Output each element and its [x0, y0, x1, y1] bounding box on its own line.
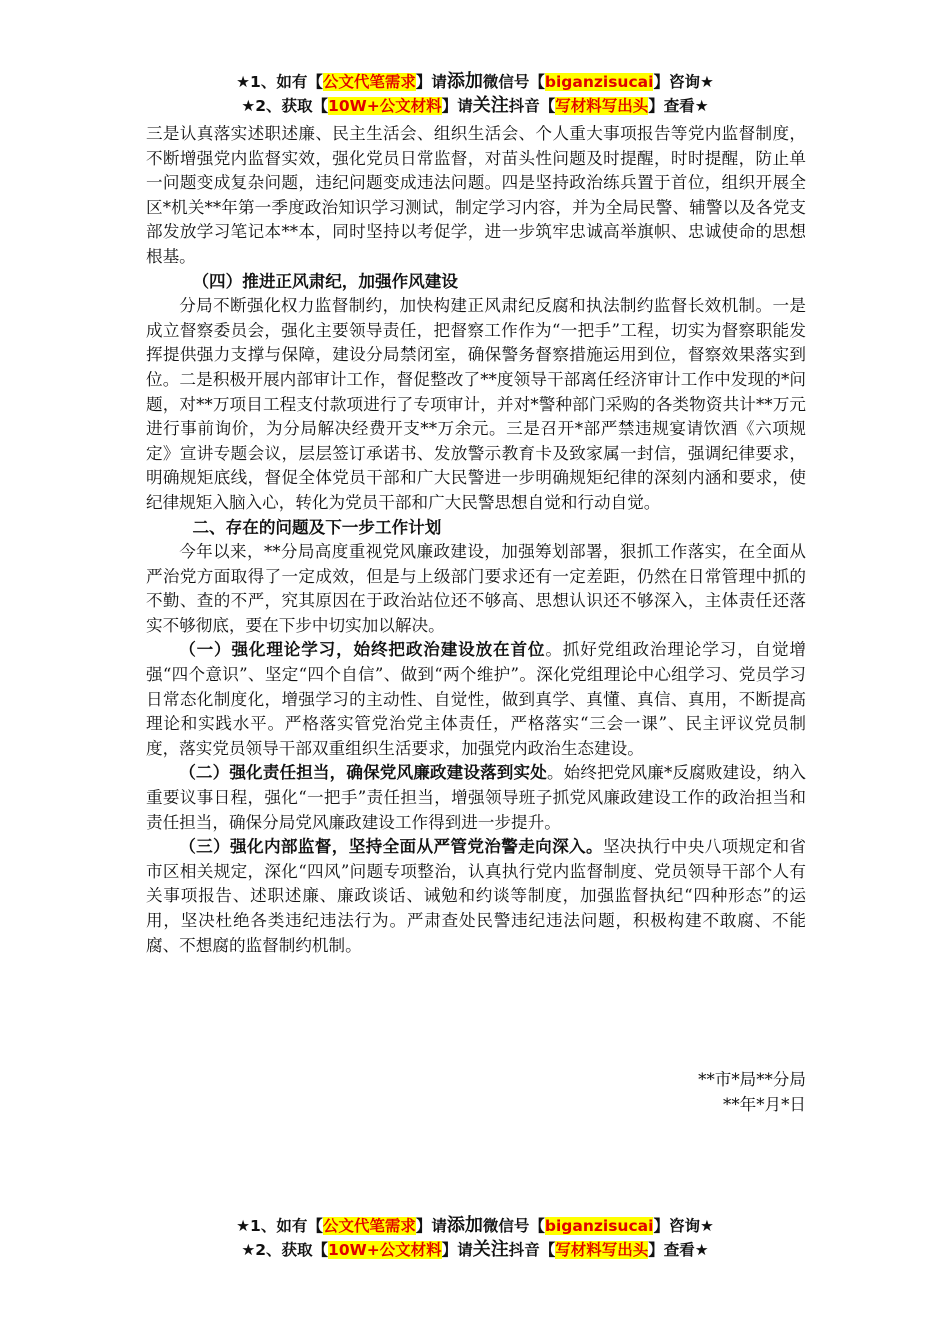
- bottom-banner: [0, 1214, 950, 1262]
- banner-text: 】请: [415, 1217, 447, 1235]
- paragraph-lead: （二）强化责任担当，确保党风廉政建设落到实处: [179, 763, 547, 783]
- banner-text: 】请: [441, 1241, 473, 1259]
- banner-highlight: biganzisucai: [544, 73, 654, 91]
- paragraph: 分局不断强化权力监督制约，加快构建正风肃纪反腐和执法制约监督长效机制。一是成立督察委员会，强化主要领导责任，把督察工作作为“一把手”工程，切实为督察职能发挥提供强力支撑与保障，建设分局禁闭室，确保警务督察措施运用到位，督察效果落实到位。二是积极开展内部审计工作，督促整改了**度领导干部离任经济审计工作中发现的*问题，对**万项目工程支付款项进行了专项审计，并对*警种部门采购的各类物资共计**万元进行事前询价，为分局解决经费开支**万余元。三是召开*部严禁违规宴请饮酒《六项规定》宣讲专题会议，层层签订承诺书、发放警示教育卡及致家属一封信，强调纪律要求，明确规矩底线，督促全体党员干部和广大民警进一步明确规矩纪律的深刻内涵和要求，使纪律规矩入脑入心，转化为党员干部和广大民警思想自觉和行动自觉。: [146, 296, 806, 512]
- banner-text: ★1、如有【: [236, 1217, 323, 1235]
- banner-text: 】请: [441, 97, 473, 115]
- paragraph-text: 坚决执行中央八项规定和省市区相关规定，深化“四风”问题专项整治，认真执行党内监督制度、党员领导干部个人有关事项报告、述职述廉、廉政谈话、诫勉和约谈等制度，加强监督执纪“四种形态”的运用，坚决杜绝各类违纪违法行为。严肃查处民警违纪违法问题，积极构建不敢腐、不能腐、不想腐的监督制约机制。: [146, 837, 807, 955]
- banner-text: 】查看★: [648, 97, 709, 115]
- paragraph-text: 。始终把党风廉*反腐败建设，纳入重要议事日程，强化“一把手”责任担当，增强领导班子抓党风廉政建设工作的政治担当和责任担当，确保分局党风廉政建设工作得到进一步提升。: [146, 763, 806, 832]
- banner-emphasis: 关注: [472, 1239, 509, 1260]
- paragraph: [146, 835, 806, 958]
- signature-date: **年*月*日: [723, 1095, 806, 1114]
- paragraph-lead: （一）强化理论学习，始终把政治建设放在首位: [179, 640, 546, 660]
- banner-highlight: 公文代笔需求: [322, 73, 416, 91]
- banner-text: 抖音【: [508, 1241, 556, 1259]
- document-body: [146, 122, 806, 958]
- banner-highlight: biganzisucai: [544, 1217, 654, 1235]
- banner-text: 微信号【: [482, 73, 545, 91]
- paragraph: 今年以来，**分局高度重视党风廉政建设，加强筹划部署，狠抓工作落实，在全面从严治党方面取得了一定成效，但是与上级部门要求还有一定差距，仍然在日常管理中抓的不勤、查的不严，究其原因在于政治站位还不够高、思想认识还不够深入，主体责任还落实不够彻底，要在下步中切实加以解决。: [146, 542, 806, 635]
- paragraph-lead: （三）强化内部监督，坚持全面从严管党治警走向深入。: [179, 837, 603, 857]
- banner-highlight: 写材料写出头: [555, 97, 649, 115]
- banner-text: ★2、获取【: [241, 1241, 329, 1259]
- paragraph: [146, 761, 806, 835]
- banner-text: ★2、获取【: [241, 97, 329, 115]
- section-heading: 二、存在的问题及下一步工作计划: [192, 517, 442, 537]
- banner-highlight: 10W+公文材料: [328, 97, 442, 115]
- section-heading: （四）推进正风肃纪，加强作风建设: [192, 271, 458, 291]
- banner-emphasis: 添加: [446, 71, 483, 92]
- banner-emphasis: 添加: [446, 1215, 483, 1236]
- banner-text: 】咨询★: [653, 1217, 714, 1235]
- banner-line-1: [0, 70, 950, 94]
- banner-highlight: 10W+公文材料: [328, 1241, 442, 1259]
- banner-text: 】请: [415, 73, 447, 91]
- banner-text: ★1、如有【: [236, 73, 323, 91]
- signature-org: **市*局**分局: [698, 1070, 806, 1089]
- banner-emphasis: 关注: [472, 95, 509, 116]
- banner-line-2: [0, 94, 950, 118]
- top-banner: [0, 70, 950, 118]
- paragraph: 三是认真落实述职述廉、民主生活会、组织生活会、个人重大事项报告等党内监督制度，不断增强党内监督实效，强化党员日常监督，对苗头性问题及时提醒，时时提醒，防止单一问题变成复杂问题，违纪问题变成违法问题。四是坚持政治练兵置于首位，组织开展全区*机关**年第一季度政治知识学习测试，制定学习内容，并为全局民警、辅警以及各党支部发放学习笔记本**本，同时坚持以考促学，进一步筑牢忠诚高举旗帜、忠诚使命的思想根基。: [146, 124, 806, 266]
- banner-text: 抖音【: [508, 97, 556, 115]
- banner-text: 】咨询★: [653, 73, 714, 91]
- banner-line-1: [0, 1214, 950, 1238]
- banner-highlight: 公文代笔需求: [322, 1217, 416, 1235]
- banner-text: 微信号【: [482, 1217, 545, 1235]
- banner-line-2: [0, 1238, 950, 1262]
- paragraph: [146, 638, 806, 761]
- banner-text: 】查看★: [648, 1241, 709, 1259]
- paragraph-text: 。抓好党组政治理论学习，自觉增强“四个意识”、坚定“四个自信”、做到“两个维护”。深化党组理论中心组学习、党员学习日常态化制度化，增强学习的主动性、自觉性，做到真学、真懂、真信、真用，不断提高理论和实践水平。严格落实管党治党主体责任，严格落实“三会一课”、民主评议党员制度，落实党员领导干部双重组织生活要求，加强党内政治生态建设。: [146, 640, 807, 758]
- banner-highlight: 写材料写出头: [555, 1241, 649, 1259]
